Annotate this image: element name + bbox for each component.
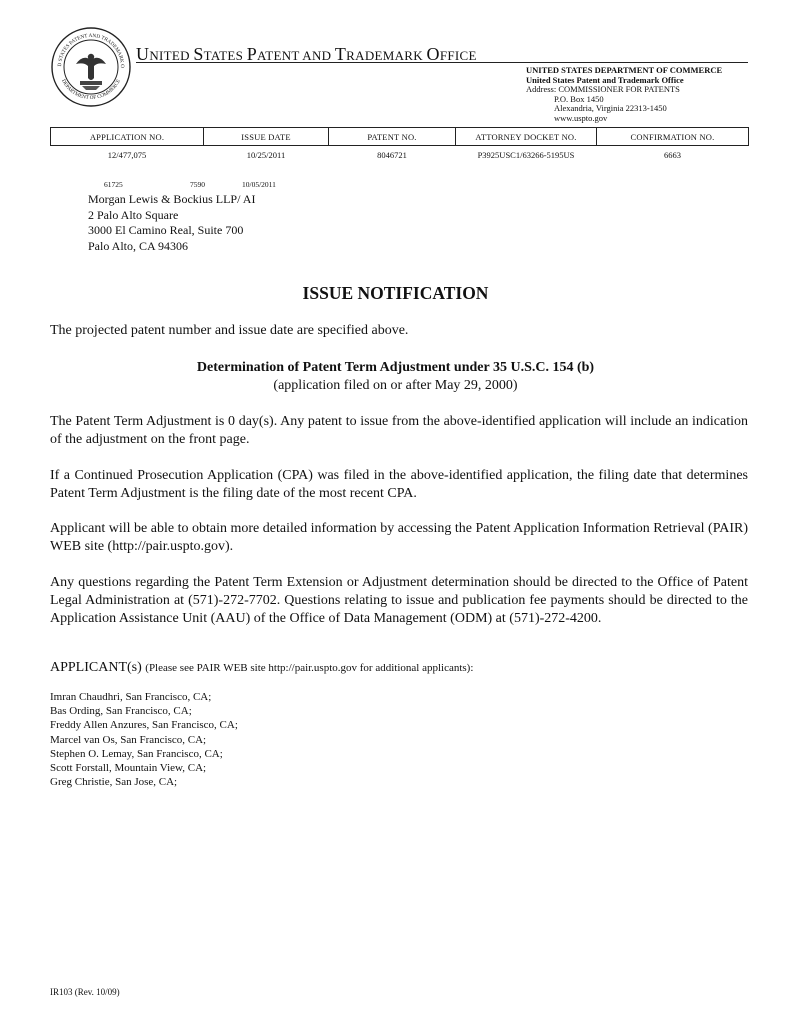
- address-line: 2 Palo Alto Square: [88, 207, 179, 222]
- table-header-row: [51, 128, 749, 146]
- office-title-initial: T: [334, 44, 347, 64]
- applicants-label: APPLICANT(s): [50, 660, 142, 675]
- commissioner-address: Address: COMMISSIONER FOR PATENTS: [526, 84, 680, 95]
- website: www.uspto.gov: [554, 112, 608, 123]
- table-row: [51, 146, 749, 165]
- list-item: Imran Chaudhri, San Francisco, CA;: [50, 691, 212, 703]
- po-box: P.O. Box 1450: [554, 93, 604, 104]
- mailing-codes: [104, 180, 276, 189]
- patent-no-value: 8046721: [377, 150, 407, 160]
- col-patent-no: PATENT NO.: [329, 128, 456, 146]
- col-issue-date: ISSUE DATE: [204, 128, 329, 146]
- list-item: Marcel van Os, San Francisco, CA;: [50, 733, 207, 746]
- cpa-paragraph: If a Continued Prosecution Application (CPA) was filed in the above-identified application, the filing date that determines Patent Term Adjustment is the filing date of the most recent CPA.: [50, 468, 748, 501]
- seal-text-top: D STATES PATENT AND TRADEMARK O: [56, 32, 126, 69]
- correspondence-address: [88, 192, 255, 254]
- list-item: Scott Forstall, Mountain View, CA;: [50, 762, 207, 775]
- pta-paragraph: The Patent Term Adjustment is 0 day(s). Any patent to issue from the above-identified application will include an indication of the adjustment on the front page.: [50, 414, 748, 447]
- col-application-no: APPLICATION NO.: [51, 128, 204, 146]
- department-name: UNITED STATES DEPARTMENT OF COMMERCE: [526, 65, 723, 75]
- office-title-rest: NITED: [149, 48, 194, 63]
- form-identifier: IR103 (Rev. 10/09): [50, 987, 120, 997]
- attorney-docket-value: P3925USC1/63266-5195US: [477, 150, 575, 160]
- pta-heading-subtitle: (application filed on or after May 29, 2000): [273, 378, 518, 393]
- list-item: Bas Ording, San Francisco, CA;: [50, 705, 192, 718]
- office-title-rest: RADEMARK: [346, 48, 427, 63]
- mail-code: 7590: [190, 180, 205, 189]
- applicants-heading: [50, 660, 473, 676]
- office-title-initial: U: [136, 44, 150, 64]
- address-line: Morgan Lewis & Bockius LLP/ AI: [88, 192, 256, 206]
- col-attorney-docket-no: ATTORNEY DOCKET NO.: [456, 128, 597, 146]
- address-line: Palo Alto, CA 94306: [88, 238, 189, 253]
- confirmation-no-value: 6663: [664, 150, 681, 160]
- customer-number: 61725: [104, 180, 123, 189]
- city-state: Alexandria, Virginia 22313-1450: [554, 103, 667, 114]
- pta-heading: [0, 359, 791, 395]
- list-item: Greg Christie, San Jose, CA;: [50, 776, 178, 789]
- seal-text-bottom: DEPARTMENT OF COMMERCE: [60, 78, 122, 102]
- department-address-block: [526, 66, 722, 124]
- office-title-initial: S: [193, 44, 204, 64]
- list-item: Freddy Allen Anzures, San Francisco, CA;: [50, 719, 238, 732]
- address-line: 3000 El Camino Real, Suite 700: [88, 223, 244, 237]
- pta-heading-title: Determination of Patent Term Adjustment under 35 U.S.C. 154 (b): [196, 360, 595, 375]
- applicants-note: (Please see PAIR WEB site http://pair.uspto.gov for additional applicants):: [145, 662, 474, 674]
- page-title: ISSUE NOTIFICATION: [302, 283, 489, 303]
- mail-date: 10/05/2011: [242, 180, 276, 189]
- contact-paragraph: Any questions regarding the Patent Term Extension or Adjustment determination should be directed to the Office of Patent Legal Administration at (571)-272-7702. Questions relating to issue and publication fee payments should be directed to the Application Assistance Unit (AAU) of the Office of Data Management (ODM) at (571)-272-4200.: [50, 575, 748, 626]
- office-title-rest: TATES: [203, 48, 247, 63]
- office-title-initial: P: [246, 44, 257, 64]
- office-title-rest: ATENT AND: [257, 48, 335, 63]
- projected-statement: The projected patent number and issue date are specified above.: [50, 323, 409, 338]
- office-name: United States Patent and Trademark Office: [526, 74, 684, 85]
- application-info-table: [50, 127, 749, 164]
- office-title-initial: O: [426, 44, 440, 64]
- list-item: Stephen O. Lemay, San Francisco, CA;: [50, 747, 223, 760]
- pair-paragraph: Applicant will be able to obtain more detailed information by accessing the Patent Application Information Retrieval (PAIR) WEB site (http://pair.uspto.gov).: [50, 521, 748, 554]
- applicant-list: [50, 690, 238, 789]
- uspto-seal-logo: [50, 26, 132, 108]
- issue-date-value: 10/25/2011: [246, 150, 286, 160]
- application-no-value: 12/477,075: [107, 150, 147, 160]
- col-confirmation-no: CONFIRMATION NO.: [597, 128, 749, 146]
- header-divider: [136, 62, 748, 63]
- office-title-rest: FFICE: [439, 48, 477, 63]
